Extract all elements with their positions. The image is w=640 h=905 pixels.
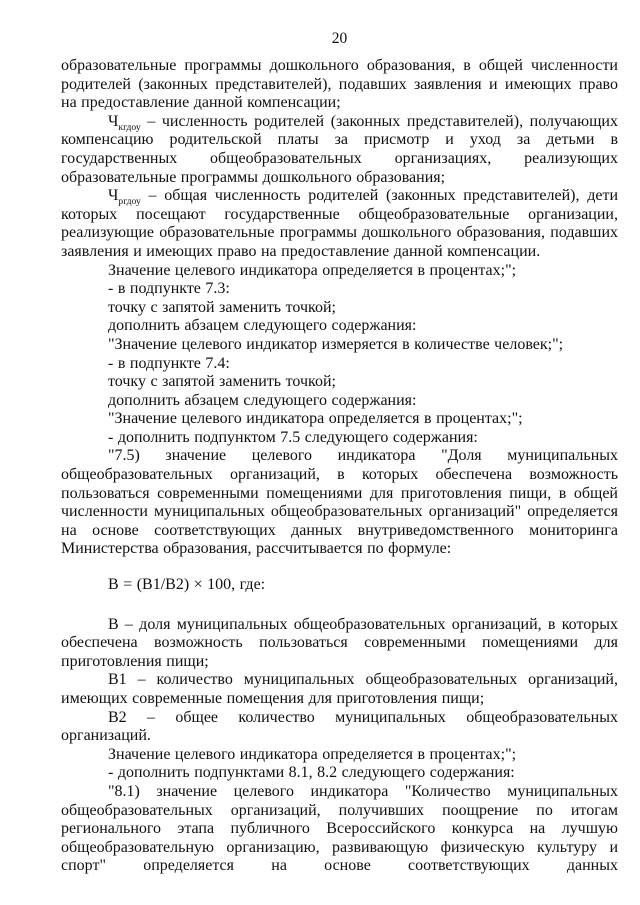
paragraph: $Ч_{ргдоу}$ – общая численность родителей (законных представителей), дети которых посещают государственные общеобразовательные организации, реализующие образовательные программы дошкольного образования, подавших заявления и имеющих право на предоставление данной компенсации.: [61, 187, 618, 260]
page-number: 20: [331, 30, 348, 47]
subscript: кгдоу: [118, 121, 141, 133]
paragraph: точку с запятой заменить точкой;: [108, 373, 336, 391]
paragraph: В = (В1/В2) × 100, где:: [108, 576, 266, 594]
paragraph: - дополнить подпунктом 7.5 следующего содержания:: [108, 428, 478, 446]
paragraph: "Значение целевого индикатор измеряется в количестве человек;";: [108, 335, 564, 353]
paragraph: В1 – количество муниципальных общеобразовательных организаций, имеющих современные помещения для приготовления пищи;: [61, 671, 618, 707]
paragraph: В2 – общее количество муниципальных общеобразовательных организаций.: [61, 708, 618, 745]
paragraph: Значение целевого индикатора определяется в процентах;";: [108, 745, 517, 763]
paragraph: - в подпункте 7.4:: [108, 354, 230, 372]
paragraph: - дополнить подпунктами 8.1, 8.2 следующего содержания:: [108, 764, 515, 782]
paragraph: дополнить абзацем следующего содержания:: [108, 391, 417, 409]
paragraph: образовательные программы дошкольного образования, в общей численности родителей (законных представителей), подавших заявления и имеющих право на предоставление данной компенсации;: [61, 57, 618, 112]
paragraph: "7.5) значение целевого индикатора "Доля муниципальных общеобразовательных организаций, в которых обеспечена возможность пользоваться современными помещениями для приготовления пищи, в общей численности муниципальных общеобразовательных организаций" определяется на основе соответствующих данных внутриведомственного мониторинга Министерства образования, рассчитывается по формуле:: [61, 447, 618, 558]
paragraph: - в подпункте 7.3:: [108, 280, 230, 298]
paragraph: $Ч_{кгдоу}$ – численность родителей (законных представителей), получающих компенсацию родительской платы за присмотр и уход за детьми в государственных общеобразовательных организациях, реализующих образовательные программы дошкольного образования;: [61, 112, 618, 186]
paragraph: Значение целевого индикатора определяется в процентах;";: [108, 261, 517, 279]
paragraph: "Значение целевого индикатора определяется в процентах;";: [108, 410, 523, 428]
document-body: [61, 57, 618, 876]
subscript: ргдоу: [118, 196, 141, 208]
paragraph: В – доля муниципальных общеобразовательных организаций, в которых обеспечена возможность пользоваться современными помещениями для приготовления пищи;: [61, 615, 618, 670]
paragraph: дополнить абзацем следующего содержания:: [108, 317, 417, 335]
paragraph: точку с запятой заменить точкой;: [108, 298, 336, 316]
paragraph: "8.1) значение целевого индикатора "Количество муниципальных общеобразовательных организаций, получивших поощрение по итогам регионального этапа публичного Всероссийского конкурса на лучшую общеобразовательную организацию, развивающую физическую культуру и спорт" определяется на основе соответствующих данных: [61, 782, 618, 875]
